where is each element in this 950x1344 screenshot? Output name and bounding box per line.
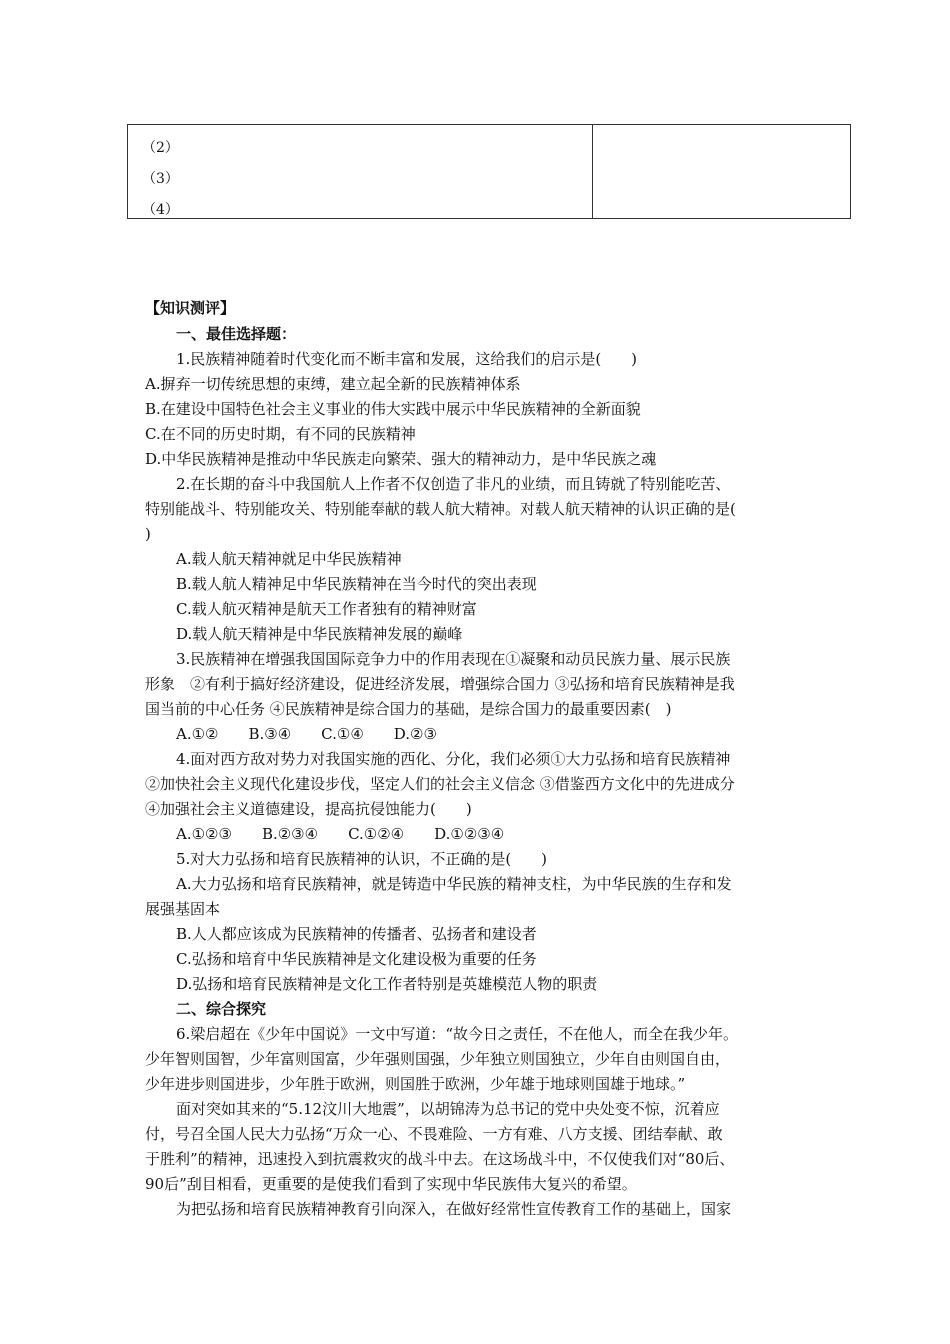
paragraph-cont: 付，号召全国人民大力弘扬“万众一心、不畏难险、一方有难、八方支援、团结奉献、敢 (145, 1125, 723, 1143)
q1-option-d: D.中华民族精神是推动中华民族走向繁荣、强大的精神动力，是中华民族之魂 (145, 450, 657, 468)
paragraph-cont: 90后”刮目相看，更重要的是使我们看到了实现中华民族伟大复兴的希望。 (145, 1175, 637, 1193)
table-row: （4） (142, 202, 179, 218)
question-4-cont: ④加强社会主义道德建设，提高抗侵蚀能力( ) (145, 800, 472, 818)
paragraph: 面对突如其来的“5.12汶川大地震”，以胡锦涛为总书记的党中央处变不惊，沉着应 (176, 1100, 720, 1118)
q2-option-c: C.载人航灭精神是航天工作者独有的精神财富 (176, 600, 477, 618)
q4-options: A.①②③ B.②③④ C.①②④ D.①②③④ (176, 825, 505, 843)
question-6-cont: 少年进步则国进步，少年胜于欧洲，则国胜于欧洲，少年雄于地球则国雄于地球。” (145, 1075, 686, 1093)
question-3-cont: 国当前的中心任务 ④民族精神是综合国力的基础，是综合国力的最重要因素( ) (145, 700, 672, 718)
q5-option-c: C.弘扬和培育中华民族精神是文化建设极为重要的任务 (176, 950, 537, 968)
question-2-cont: 特别能战斗、特别能攻关、特别能奉献的载人航大精神。对载人航天精神的认识正确的是( (145, 500, 736, 518)
q2-option-d: D.载人航天精神是中华民族精神发展的巅峰 (176, 625, 463, 643)
question-6: 6.梁启超在《少年中国说》一文中写道：“故今日之责任，不在他人，而全在我少年。 (176, 1025, 738, 1043)
question-4-cont: ②加快社会主义现代化建设步伐，坚定人们的社会主义信念 ③借鉴西方文化中的先进成分 (145, 775, 735, 793)
question-6-cont: 少年智则国智，少年富则国富，少年强则国强，少年独立则国独立，少年自由则国自由， (145, 1050, 731, 1068)
question-2-cont: ) (145, 525, 151, 543)
section-title: 【知识测评】 (145, 299, 236, 317)
part1-title: 一、最佳选择题： (176, 325, 297, 343)
q5-option-a-cont: 展强基固本 (145, 900, 221, 918)
q5-option-b: B.人人都应该成为民族精神的传播者、弘扬者和建设者 (176, 925, 537, 943)
part2-title: 二、综合探究 (176, 1000, 267, 1018)
table-row: （2） (142, 140, 179, 156)
q5-option-d: D.弘扬和培育民族精神是文化工作者特别是英雄模范人物的职责 (176, 975, 598, 993)
table-divider (592, 125, 593, 218)
question-5: 5.对大力弘扬和培育民族精神的认识，不正确的是( ) (176, 850, 548, 868)
question-3-cont: 形象 ②有利于搞好经济建设，促进经济发展，增强综合国力 ③弘扬和培育民族精神是我 (145, 675, 735, 693)
paragraph: 为把弘扬和培育民族精神教育引向深入，在做好经常性宣传教育工作的基础上，国家 (176, 1200, 732, 1218)
question-2: 2.在长期的奋斗中我国航人上作者不仅创造了非凡的业绩，而且铸就了特别能吃苦、 (176, 475, 731, 493)
q1-option-c: C.在不同的历史时期，有不同的民族精神 (145, 425, 416, 443)
q3-options: A.①② B.③④ C.①④ D.②③ (176, 725, 437, 743)
question-1: 1.民族精神随着时代变化而不断丰富和发展，这给我们的启示是( ) (176, 350, 638, 368)
paragraph-cont: 于胜利”的精神，迅速投入到抗震救灾的战斗中去。在这场战斗中，不仅使我们对“80后、 (145, 1150, 735, 1168)
q2-option-a: A.载人航天精神就足中华民族精神 (176, 550, 402, 568)
q1-option-a: A.摒弃一切传统思想的束缚，建立起全新的民族精神体系 (145, 375, 521, 393)
answer-table (127, 124, 851, 219)
q2-option-b: B.载人航人精神足中华民族精神在当今时代的突出表现 (176, 575, 537, 593)
question-4: 4.面对西方敌对势力对我国实施的西化、分化，我们必须①大力弘扬和培育民族精神 (176, 750, 731, 768)
q1-option-b: B.在建设中国特色社会主义事业的伟大实践中展示中华民族精神的全新面貌 (145, 400, 641, 418)
table-row: （3） (142, 171, 179, 187)
q5-option-a: A.大力弘扬和培育民族精神，就是铸造中华民族的精神支柱，为中华民族的生存和发 (176, 875, 732, 893)
question-3: 3.民族精神在增强我国国际竞争力中的作用表现在①凝聚和动员民族力量、展示民族 (176, 650, 731, 668)
